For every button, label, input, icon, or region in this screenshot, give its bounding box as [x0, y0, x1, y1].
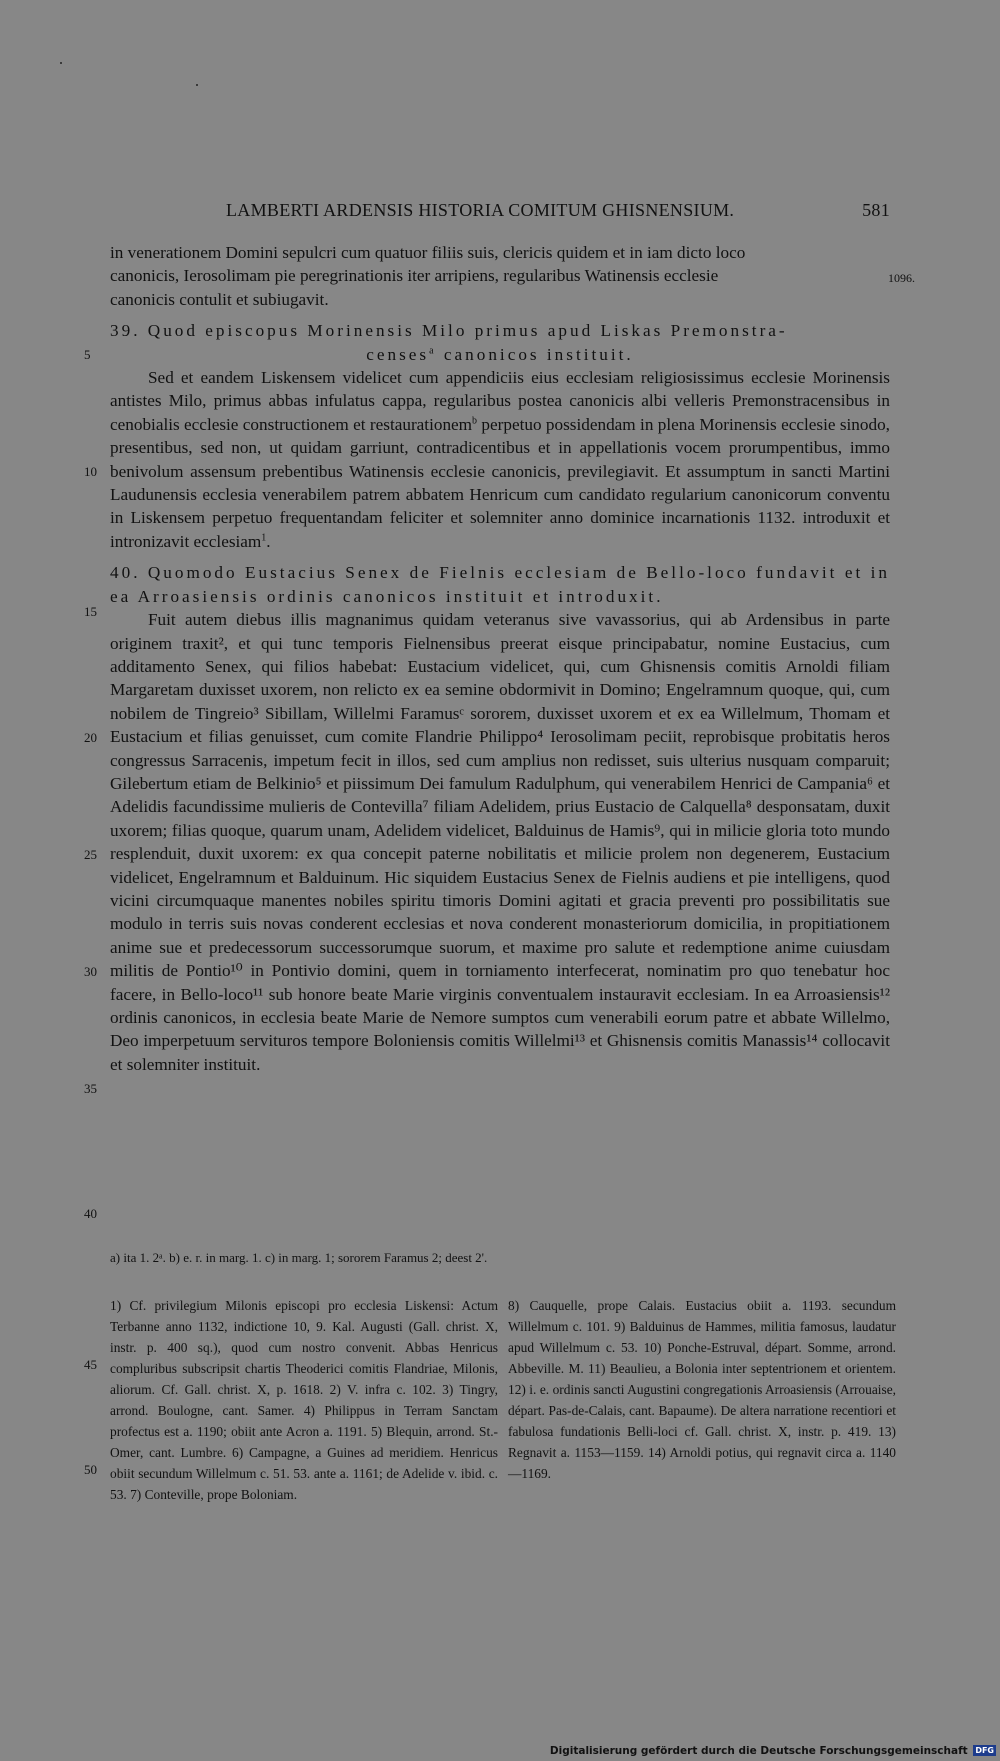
- intro-line: canonicis contulit et subiugavit.: [110, 289, 329, 309]
- line-number: 30: [84, 964, 97, 979]
- line-number: 35: [84, 1081, 97, 1096]
- margin-year: 1096.: [888, 271, 915, 285]
- footnotes-left-text: 1) Cf. privilegium Milonis episcopi pro ecclesia Liskensi: Actum Terbanne anno 1132, indictione 10, 9. Kal. Augusti (Gall. christ. X, instr. p. 400 sq.), quod cum nostro convenit. Abbas Henricus compluribus subscripsit chartis Theoderici comitis Flandriae, Milonis, aliorum. Cf. Gall. christ. X, p. 1618. 2) V. infra c. 102. 3) Tingry, arrond. Boulogne, cant. Samer. 4) Philippus in Terram Sanctam profectus est a. 1190; obiit ante Acron a. 1191. 5) Blequin, arrond. St.-Omer, cant. Lumbre. 6) Campagne, a Guines ad meridiem. Henricus obiit secundum Willelmum c. 51. 53. ante a. 1161; de Adelide v. ibid. c. 53. 7) Conteville, prope Boloniam.: [110, 1298, 498, 1502]
- line-number: 5: [84, 347, 91, 362]
- line-number: 45: [84, 1357, 97, 1372]
- line-number: 40: [84, 1206, 97, 1221]
- intro-line: in venerationem Domini sepulcri cum quatuor filiis suis, clericis quidem et in iam dicto loco: [110, 243, 746, 262]
- header-title: LAMBERTI ARDENSIS HISTORIA COMITUM GHISNENSIUM.: [226, 200, 735, 220]
- credit-text: Digitalisierung gefördert durch die Deutsche Forschungsgemeinschaft: [549, 1745, 968, 1757]
- scan-speck: [196, 84, 198, 86]
- chapter-40-paragraph: Fuit autem diebus illis magnanimus quidam veteranus sive vavassorius, qui ab Ardensibus in parte originem traxit², et qui tunc temporis Fielnensibus preerat eisque principabatur, nomine Eustacius, cum additamento Senex, qui filios habebat: Eustacium videlicet, qui, cum Ghisnensis comitis Arnoldi filiam Margaretam duxisset uxorem, non relicto ex ea semine obdormivit in Domino; Engelramnum quoque, qui, cum nobilem de Tingreio³ Sibillam, Willelmi Faramusᶜ sororem, duxisset uxorem et ex ea Willelmum, Thomam et Eustacium et filias genuisset, cum comite Flandrie Philippo⁴ Ierosolimam peciit, reprobisque probitatis heros congressus Sarracenis, impetum fecit in illos, sed cum amplius non redisset, suis ulterius nusquam comparuit; Gilebertum etiam de Belkinio⁵ et piissimum Dei famulum Radulphum, qui venerabilem Henrici de Campania⁶ et Adelidis facundissime mulieris de Contevilla⁷ filiam Adelidem, prius Eustacio de Calquella⁸ desponsatam, duxit uxorem; filias quoque, quarum unam, Adelidem videlicet, Balduinus de Hamis⁹, qui in milicie gloria toto mundo resplenduit, duxit uxorem: ex qua concepit paterne nobilitatis et milicie prolem non degenerem, Eustacium videlicet, Engelramnum et Balduinum. Hic siquidem Eustacius Senex de Fielnis audiens et pie intelligens, quod vicini circumquaque manentes nobiles spiritu timoris Domini agitati et gracia preventi pro possibilitatis sue modulo in terris suis novas conderent ecclesias et nova conderent monasteriorum domicilia, in propitiationem anime sue et predecessorum successorumque suorum, et maxime pro salute et redemptione anime cuiusdam militis de Pontio¹⁰ in Pontivio domini, quem in torniamento interfecerat, nominatim pro quo tenebatur hoc facere, in Bello-loco¹¹ sub honore beate Marie virginis conventualem instauravit ecclesiam. In ea Arroasiensis¹² ordinis canonicos, in ecclesia beate Marie de Nemore sumptos cum venerabili eorum patre et abbate Willelmo, Deo imperpetuum servituros tempore Boloniensis comitis Willelmi¹³ et Ghisnensis comitis Manassis¹⁴ collocavit et solemniter instituit.: [110, 610, 890, 1074]
- footnotes-left-column: [110, 1295, 498, 1505]
- dfg-logo: DFG: [975, 1746, 994, 1755]
- line-number: 25: [84, 847, 97, 862]
- chapter-39-paragraph: Sed et eandem Liskensem videlicet cum appendiciis eius ecclesiam religiosissimus ecclesie Morinensis antistes Milo, primus abbas infulatus cappa, regularibus postea canonicis albi velleris Premonstracensibus in cenobialis ecclesie constructionem et restaurationem$^b$ perpetuo possidendam in plena Morinensis ecclesie sinodo, presentibus, sed non, ut quidam garriunt, contradicentibus et in appellationis vocem prorumpentibus, immo benivolum assensum prebentibus Watinensis ecclesie canonicis, previlegiavit. Et assumptum in sancti Martini Laudunensis ecclesia venerabilem patrem abbatem Henricum cum candidato regularium canonicorum conventu in Liskensem perpetuo frequentandam feliciter et solemniter anno dominice incarnationis 1132. introduxit et intronizavit ecclesiam$^1$.: [110, 368, 890, 551]
- intro-line: canonicis, Ierosolimam pie peregrinationis iter arripiens, regularibus Watinensis ecclesie: [110, 266, 719, 286]
- footnotes-right-text: 8) Cauquelle, prope Calais. Eustacius obiit a. 1193. secundum Willelmum c. 101. 9) Balduinus de Hammes, militia famosus, laudatur apud Willelmum c. 53. 10) Ponche-Estruval, départ. Somme, arrond. Abbeville. M. 11) Beaulieu, a Bolonia inter septentrionem et orientem. 12) i. e. ordinis sancti Augustini congregationis Arroasiensis (Arrouaise, départ. Pas-de-Calais, cant. Bapaume). De altera narratione recentiori et fabulosa fundationis Belli-loci cf. Gall. christ. X, instr. p. 419. 13) Regnavit a. 1153—1159. 14) Arnoldi potius, qui regnavit circa a. 1140—1169.: [508, 1298, 896, 1481]
- textual-variants: a) ita 1. 2ᵃ. b) e. r. in marg. 1. c) in marg. 1; sororem Faramus 2; deest 2'.: [110, 1250, 488, 1265]
- line-number: 15: [84, 604, 97, 619]
- line-number: 10: [84, 464, 97, 479]
- page-number: 581: [862, 200, 890, 220]
- digitization-credit: [550, 1745, 996, 1757]
- line-number: 50: [84, 1462, 97, 1477]
- chapter-39-heading-cont: censes$^a$ canonicos instituit.: [366, 344, 634, 364]
- footnotes-right-column: [508, 1295, 896, 1484]
- scan-speck: [60, 62, 62, 64]
- chapter-39-heading: 39. Quod episcopus Morinensis Milo primus apud Liskas Premonstra-: [110, 321, 788, 341]
- line-number: 20: [84, 730, 97, 745]
- chapter-40-heading: 40. Quomodo Eustacius Senex de Fielnis ecclesiam de Bello-loco fundavit et in ea Arroasiensis ordinis canonicos instituit et introduxit.: [110, 563, 890, 606]
- main-text: [110, 241, 890, 1076]
